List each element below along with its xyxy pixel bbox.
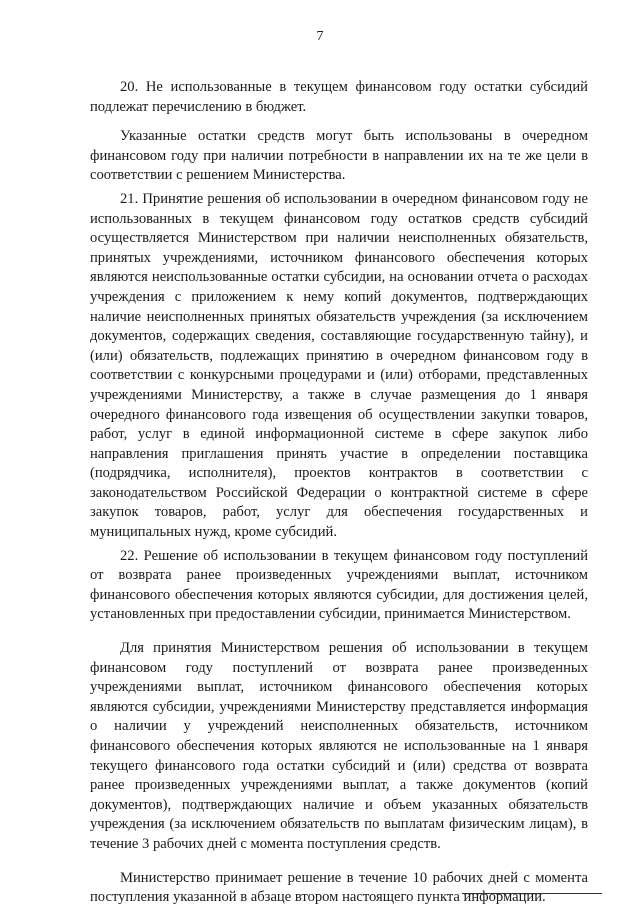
paragraph-20-remainder: Указанные остатки средств могут быть использованы в очередном финансовом году при наличии потребности в направлении их на те же цели в соответствии с решением Министерства. [90, 128, 588, 184]
paragraph-22-decision: Министерство принимает решение в течение 10 рабочих дней с момента поступления указанной в абзаце втором настоящего пункта информации. [90, 869, 588, 906]
paragraph-22: 22. Решение об использовании в текущем финансовом году поступлений от возврата ранее произведенных учреждениями выплат, источником финансового обеспечения которых являются субсидии, для достижения целей, установленных при предоставлении субсидии, принимается Министерством. [90, 547, 588, 623]
paragraph-20: 20. Не использованные в текущем финансовом году остатки субсидий подлежат перечислению в бюджет. [90, 79, 588, 115]
page-number: 7 [316, 29, 324, 44]
document-body [90, 78, 588, 908]
paragraph-21: 21. Принятие решения об использовании в очередном финансовом году не использованных в текущем финансовом году остатков средств субсидий осуществляется Министерством при наличии неисполненных обязательств, принятых учреждениями, источником финансового обеспечения которых являются неиспользованные остатки субсидии, на основании отчета о расходах учреждения с приложением к нему копий документов, подтверждающих наличие неисполненных принятых обязательств учреждения (за исключением документов, содержащих сведения, составляющие государственную тайну), и (или) обязательств, подлежащих принятию в очередном финансовом году в соответствии с конкурсными процедурами и (или) отборами, представленных учреждениями Министерству, а также в случае размещения до 1 января очередного финансового года извещения об осуществлении закупки товаров, работ, услуг в единой информационной системе в сфере закупок либо направления приглашения принять участие в определении поставщика (подрядчика, исполнителя), проектов контрактов в соответствии с законодательством Российской Федерации о контрактной системе в сфере закупок товаров, работ, услуг для обеспечения государственных и муниципальных нужд, кроме субсидий. [90, 190, 588, 541]
footer-divider [462, 893, 602, 894]
paragraph-22-procedure: Для принятия Министерством решения об использовании в текущем финансовом году поступлений от возврата ранее произведенных учреждениями выплат, источником финансового обеспечения которых являются субсидии, учреждениями Министерству представляется информация о наличии у учреждений неисполненных обязательств, источником финансового обеспечения которых являются не использованные на 1 января текущего финансового года остатки субсидий и (или) средства от возврата ранее произведенных учреждениями выплат, а также документов (копий документов), подтверждающих наличие и объем указанных обязательств учреждения (за исключением обязательств по выплатам физическим лицам), в течение 3 рабочих дней с момента поступления средств. [90, 640, 588, 852]
